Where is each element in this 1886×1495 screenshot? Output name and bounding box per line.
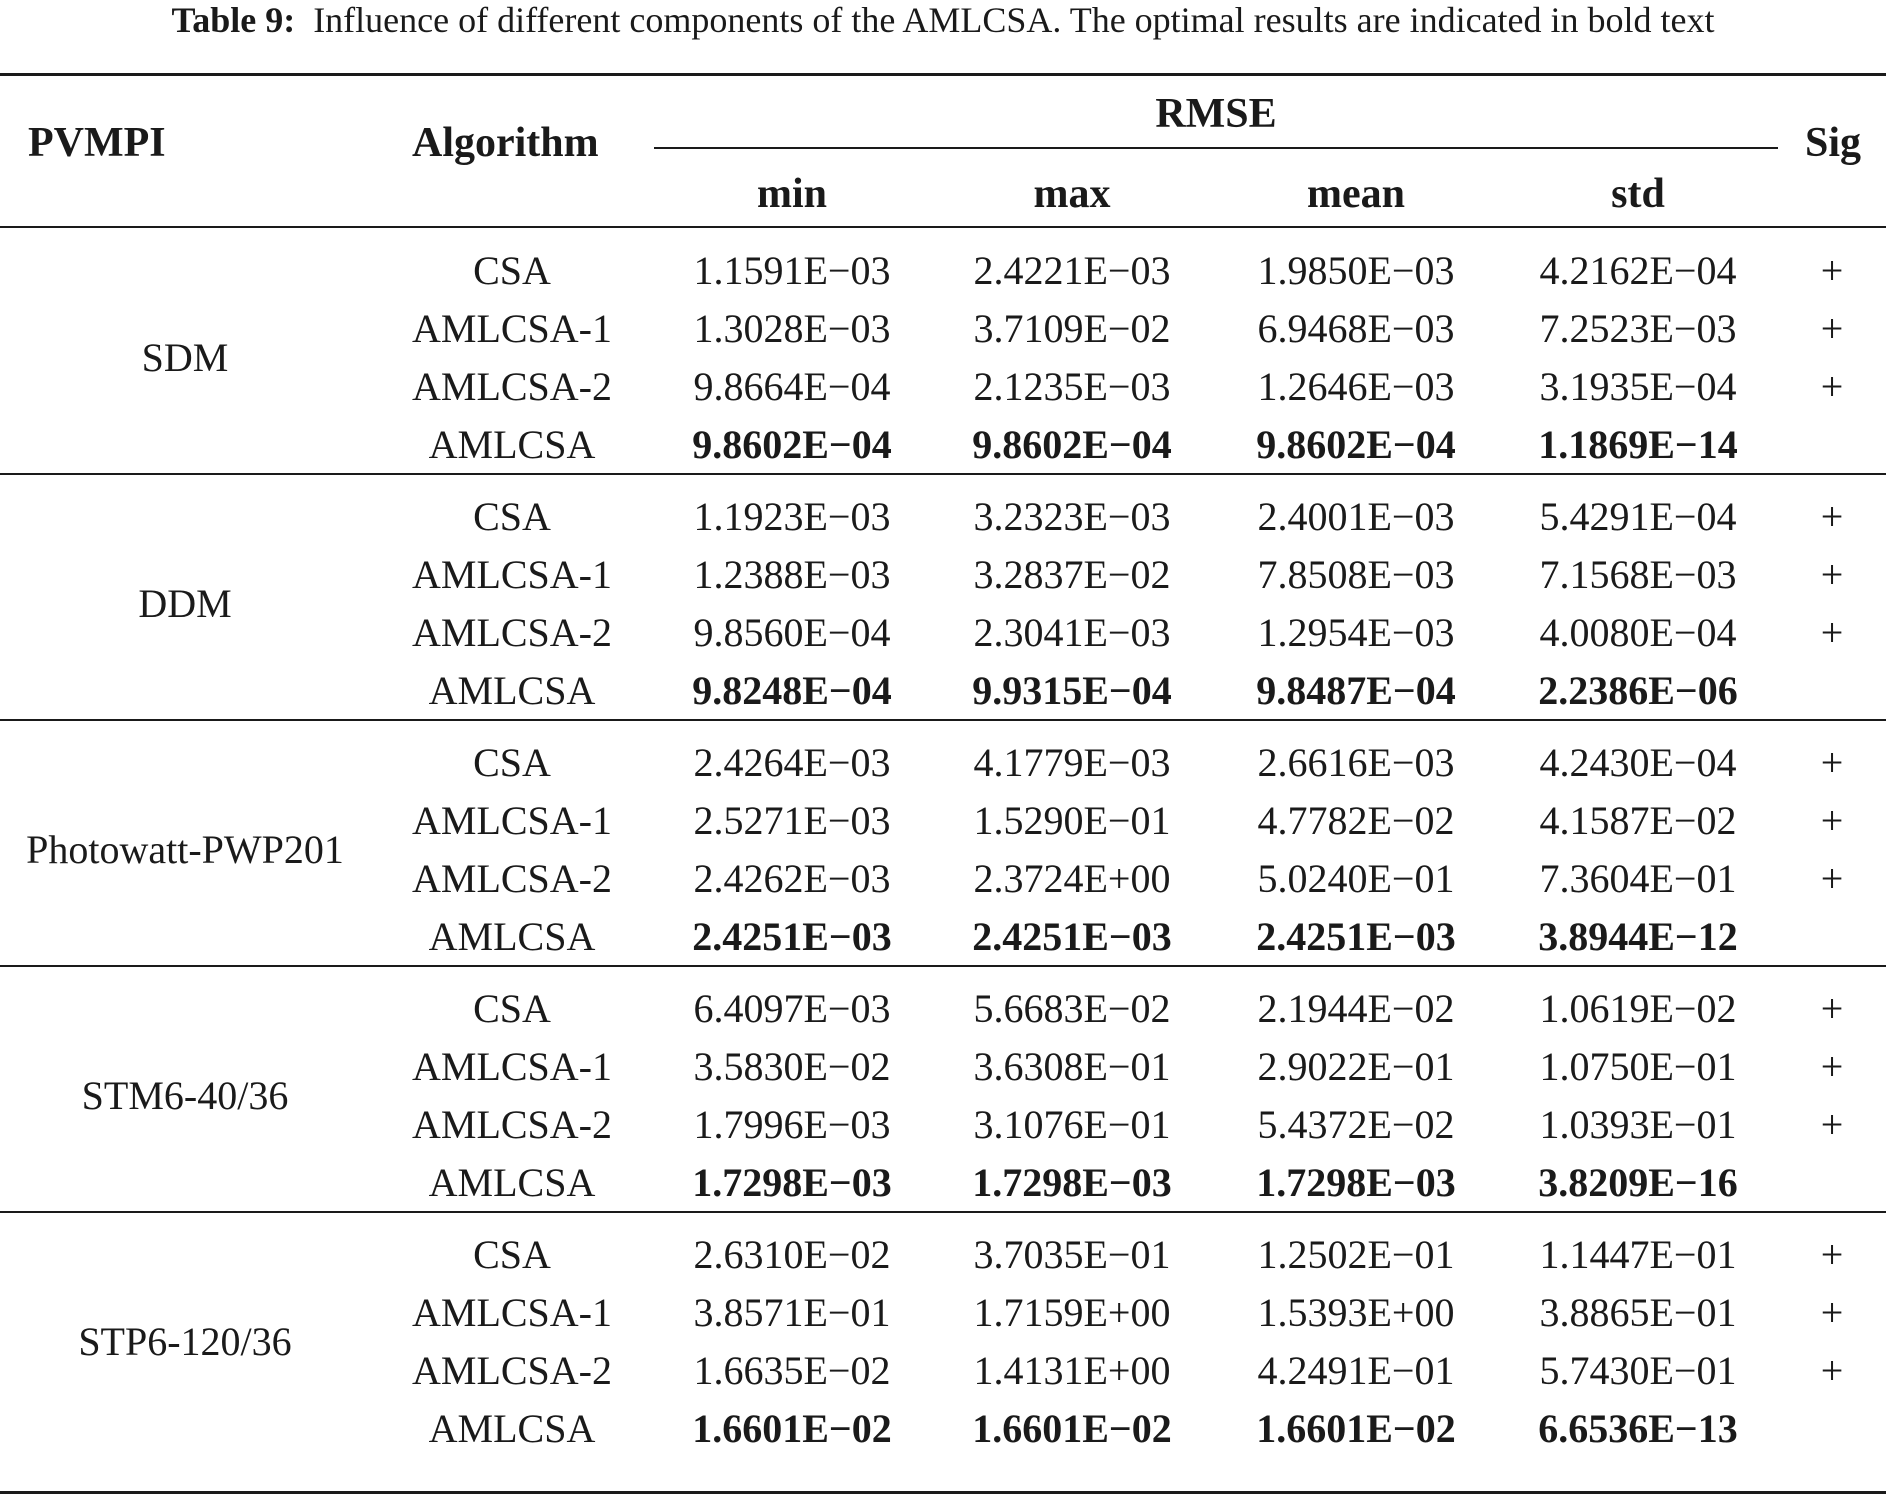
bottom-rule [0,1491,1886,1494]
std-cell: 7.3604E−01 [1539,855,1737,901]
sig-cell [1778,1153,1886,1212]
table-row [0,979,1886,1037]
mean-cell: 1.6601E−02 [1256,1405,1456,1451]
algorithm-cell: AMLCSA-1 [411,1289,613,1335]
mean-cell: 5.0240E−01 [1257,855,1455,901]
header-rmse: RMSE [1155,91,1277,137]
max-cell: 1.5290E−01 [973,797,1171,843]
algorithm-cell: AMLCSA [428,913,596,959]
std-cell: 5.7430E−01 [1539,1347,1737,1393]
mean-cell: 9.8487E−04 [1256,667,1456,713]
mean-cell: 9.8602E−04 [1256,421,1456,467]
algorithm-cell: AMLCSA-2 [411,855,613,901]
std-cell: 2.2386E−06 [1538,667,1738,713]
std-cell: 3.8865E−01 [1539,1289,1737,1335]
table-row [0,487,1886,545]
algorithm-cell: AMLCSA-2 [411,1347,613,1393]
header-sig: Sig [1804,120,1862,166]
min-cell: 1.7298E−03 [692,1159,892,1205]
max-cell: 1.7159E+00 [973,1289,1171,1335]
min-cell: 3.5830E−02 [693,1043,891,1089]
sig-cell: + [1820,1101,1844,1147]
table-body [0,229,1886,1457]
mean-cell: 2.4251E−03 [1256,913,1456,959]
table-row [0,733,1886,791]
algorithm-cell: AMLCSA-1 [411,305,613,351]
max-cell: 2.3041E−03 [973,609,1171,655]
std-cell: 3.8944E−12 [1538,913,1738,959]
sig-cell: + [1820,855,1844,901]
mean-cell: 1.7298E−03 [1256,1159,1456,1205]
mean-cell: 2.9022E−01 [1257,1043,1455,1089]
max-cell: 5.6683E−02 [973,985,1171,1031]
algorithm-cell: CSA [473,493,551,539]
sig-cell [1778,1399,1886,1457]
algorithm-cell: AMLCSA-1 [411,797,613,843]
std-cell: 7.2523E−03 [1539,305,1737,351]
min-cell: 2.6310E−02 [693,1231,891,1277]
max-cell: 2.4251E−03 [972,913,1172,959]
header-pvmpi: PVMPI [28,120,166,166]
max-cell: 4.1779E−03 [973,739,1171,785]
mean-cell: 1.9850E−03 [1257,247,1455,293]
min-cell: 1.1591E−03 [693,247,891,293]
max-cell: 3.7035E−01 [973,1231,1171,1277]
table-caption [0,0,1886,50]
sig-cell: + [1820,739,1844,785]
mean-cell: 1.2502E−01 [1257,1231,1455,1277]
algorithm-cell: CSA [473,739,551,785]
caption-label: Table 9: [171,0,296,40]
sig-cell [1778,415,1886,474]
mean-cell: 4.7782E−02 [1257,797,1455,843]
algorithm-cell: CSA [473,1231,551,1277]
min-cell: 6.4097E−03 [693,985,891,1031]
algorithm-cell: AMLCSA-1 [411,551,613,597]
max-cell: 9.9315E−04 [972,667,1172,713]
std-cell: 5.4291E−04 [1539,493,1737,539]
std-cell: 1.1869E−14 [1538,421,1738,467]
min-cell: 9.8602E−04 [692,421,892,467]
algorithm-cell: CSA [473,985,551,1031]
min-cell: 1.3028E−03 [693,305,891,351]
mean-cell: 2.6616E−03 [1257,739,1455,785]
mean-cell: 1.2954E−03 [1257,609,1455,655]
min-cell: 2.4251E−03 [692,913,892,959]
std-cell: 6.6536E−13 [1538,1405,1738,1451]
mean-cell: 1.5393E+00 [1257,1289,1455,1335]
mean-cell: 2.4001E−03 [1257,493,1455,539]
pvmpi-cell: SDM [141,334,229,380]
std-cell: 4.2430E−04 [1539,739,1737,785]
min-cell: 9.8248E−04 [692,667,892,713]
rmse-span-rule [654,147,1778,149]
top-rule [0,73,1886,76]
min-cell: 1.6635E−02 [693,1347,891,1393]
group-separator [0,966,1886,979]
max-cell: 3.1076E−01 [973,1101,1171,1147]
sig-cell: + [1820,363,1844,409]
sig-cell: + [1820,551,1844,597]
min-cell: 2.5271E−03 [693,797,891,843]
sig-cell: + [1820,797,1844,843]
max-cell: 3.7109E−02 [973,305,1171,351]
max-cell: 2.4221E−03 [973,247,1171,293]
algorithm-cell: AMLCSA [428,1405,596,1451]
std-cell: 4.0080E−04 [1539,609,1737,655]
sig-cell: + [1820,1289,1844,1335]
min-cell: 1.6601E−02 [692,1405,892,1451]
algorithm-cell: AMLCSA [428,667,596,713]
max-cell: 1.7298E−03 [972,1159,1172,1205]
sig-cell [1778,907,1886,966]
std-cell: 3.8209E−16 [1538,1159,1738,1205]
algorithm-cell: AMLCSA [428,421,596,467]
sig-cell: + [1820,985,1844,1031]
pvmpi-cell: STM6-40/36 [81,1072,289,1118]
caption-text: Influence of different components of the AMLCSA. The optimal results are indicated in bold text [313,0,1715,40]
algorithm-cell: AMLCSA-1 [411,1043,613,1089]
std-cell: 1.0393E−01 [1539,1101,1737,1147]
header-mean: mean [1307,171,1405,217]
table-row [0,241,1886,299]
max-cell: 3.6308E−01 [973,1043,1171,1089]
sig-cell: + [1820,305,1844,351]
algorithm-cell: AMLCSA-2 [411,1101,613,1147]
header-std: std [1611,171,1665,217]
header-rule [0,226,1886,228]
mean-cell: 5.4372E−02 [1257,1101,1455,1147]
header-min: min [756,171,827,217]
group-separator [0,1212,1886,1225]
max-cell: 1.6601E−02 [972,1405,1172,1451]
std-cell: 4.2162E−04 [1539,247,1737,293]
mean-cell: 7.8508E−03 [1257,551,1455,597]
algorithm-cell: AMLCSA-2 [411,363,613,409]
max-cell: 1.4131E+00 [973,1347,1171,1393]
std-cell: 7.1568E−03 [1539,551,1737,597]
min-cell: 2.4264E−03 [693,739,891,785]
mean-cell: 4.2491E−01 [1257,1347,1455,1393]
sig-cell: + [1820,247,1844,293]
sig-cell: + [1820,609,1844,655]
mean-cell: 2.1944E−02 [1257,985,1455,1031]
algorithm-cell: AMLCSA [428,1159,596,1205]
top-padding-row [0,229,1886,241]
max-cell: 3.2837E−02 [973,551,1171,597]
std-cell: 1.0750E−01 [1539,1043,1737,1089]
mean-cell: 1.2646E−03 [1257,363,1455,409]
header-max: max [1033,171,1111,217]
sig-cell: + [1820,493,1844,539]
algorithm-cell: CSA [473,247,551,293]
min-cell: 1.7996E−03 [693,1101,891,1147]
header-algorithm: Algorithm [412,120,599,166]
std-cell: 4.1587E−02 [1539,797,1737,843]
group-separator [0,720,1886,733]
max-cell: 2.1235E−03 [973,363,1171,409]
std-cell: 3.1935E−04 [1539,363,1737,409]
min-cell: 3.8571E−01 [693,1289,891,1335]
sig-cell [1778,661,1886,720]
algorithm-cell: AMLCSA-2 [411,609,613,655]
sig-cell: + [1820,1231,1844,1277]
pvmpi-cell: STP6-120/36 [78,1318,292,1364]
std-cell: 1.0619E−02 [1539,985,1737,1031]
results-table [0,229,1886,1457]
pvmpi-cell: Photowatt-PWP201 [26,826,344,872]
min-cell: 9.8664E−04 [693,363,891,409]
pvmpi-cell: DDM [138,580,232,626]
min-cell: 1.2388E−03 [693,551,891,597]
sig-cell: + [1820,1347,1844,1393]
min-cell: 1.1923E−03 [693,493,891,539]
group-separator [0,474,1886,487]
mean-cell: 6.9468E−03 [1257,305,1455,351]
min-cell: 9.8560E−04 [693,609,891,655]
max-cell: 9.8602E−04 [972,421,1172,467]
table-row [0,1225,1886,1283]
max-cell: 3.2323E−03 [973,493,1171,539]
max-cell: 2.3724E+00 [973,855,1171,901]
sig-cell: + [1820,1043,1844,1089]
min-cell: 2.4262E−03 [693,855,891,901]
std-cell: 1.1447E−01 [1539,1231,1737,1277]
